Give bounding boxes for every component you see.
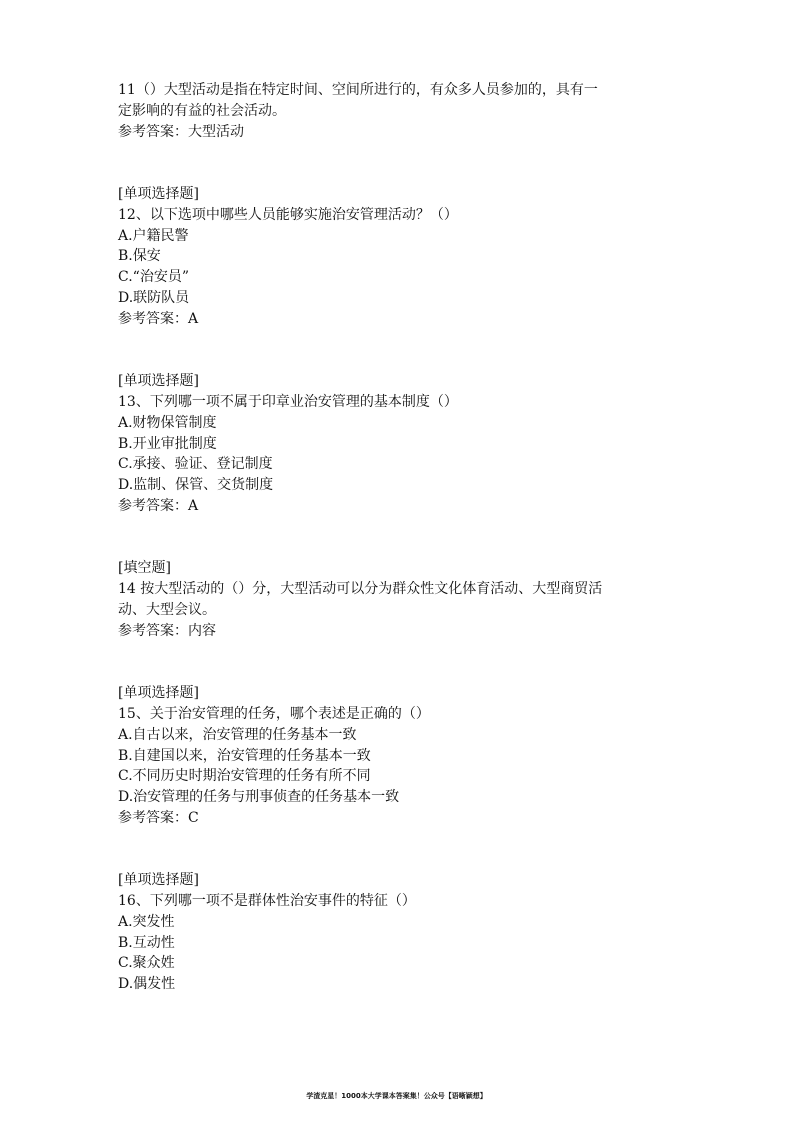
option-c: C.承接、验证、登记制度 — [118, 456, 273, 473]
option-a: A.财物保管制度 — [118, 414, 217, 431]
option-d: D.治安管理的任务与刑事侦查的任务基本一致 — [118, 789, 400, 806]
question-text: 14 按大型活动的（）分，大型活动可以分为群众性文化体育活动、大型商贸活 — [118, 581, 603, 598]
page-footer: 学渣克星！1000本大学课本答案集！公众号【语晰颖想】 — [306, 1092, 487, 1100]
option-a: A.户籍民警 — [118, 227, 189, 244]
option-b: B.互动性 — [118, 934, 175, 951]
question-15 — [118, 683, 678, 829]
option-a: A.自古以来，治安管理的任务基本一致 — [118, 726, 357, 743]
option-a: A.突发性 — [118, 913, 175, 930]
question-type: [单项选择题] — [118, 685, 199, 702]
option-b: B.自建国以来，治安管理的任务基本一致 — [118, 747, 371, 764]
option-b: B.开业审批制度 — [118, 435, 217, 452]
question-11 — [118, 80, 678, 142]
question-text: 动、大型会议。 — [118, 601, 216, 618]
question-text: 12、以下选项中哪些人员能够实施治安管理活动？（） — [118, 206, 458, 223]
question-13 — [118, 371, 678, 517]
question-text: 16、下列哪一项不是群体性治安事件的特征（） — [118, 893, 416, 910]
question-text: 11（）大型活动是指在特定时间、空间所进行的，有众多人员参加的，具有一 — [118, 82, 598, 98]
option-c: C.不同历史时期治安管理的任务有所不同 — [118, 768, 371, 785]
answer-text: 参考答案：C — [118, 809, 199, 826]
option-b: B.保安 — [118, 248, 161, 265]
option-c: C.“治安员” — [118, 269, 189, 286]
option-d: D.监制、保管、交货制度 — [118, 477, 274, 494]
question-12 — [118, 184, 678, 330]
question-type: [单项选择题] — [118, 373, 199, 390]
question-16 — [118, 870, 678, 995]
option-c: C.聚众姓 — [118, 955, 175, 972]
answer-text: 参考答案：A — [118, 497, 199, 514]
answer-text: 参考答案：内容 — [118, 622, 216, 639]
option-d: D.联防队员 — [118, 289, 190, 306]
question-list — [118, 80, 678, 995]
answer-text: 参考答案：A — [118, 310, 199, 327]
question-text: 定影响的有益的社会活动。 — [118, 102, 286, 119]
question-text: 15、关于治安管理的任务，哪个表述是正确的（） — [118, 705, 430, 722]
question-14 — [118, 558, 678, 641]
question-type: [填空题] — [118, 560, 171, 577]
answer-text: 参考答案：大型活动 — [118, 123, 244, 140]
question-type: [单项选择题] — [118, 872, 199, 889]
question-text: 13、下列哪一项不属于印章业治安管理的基本制度（） — [118, 393, 458, 410]
option-d: D.偶发性 — [118, 976, 176, 993]
question-type: [单项选择题] — [118, 185, 199, 202]
